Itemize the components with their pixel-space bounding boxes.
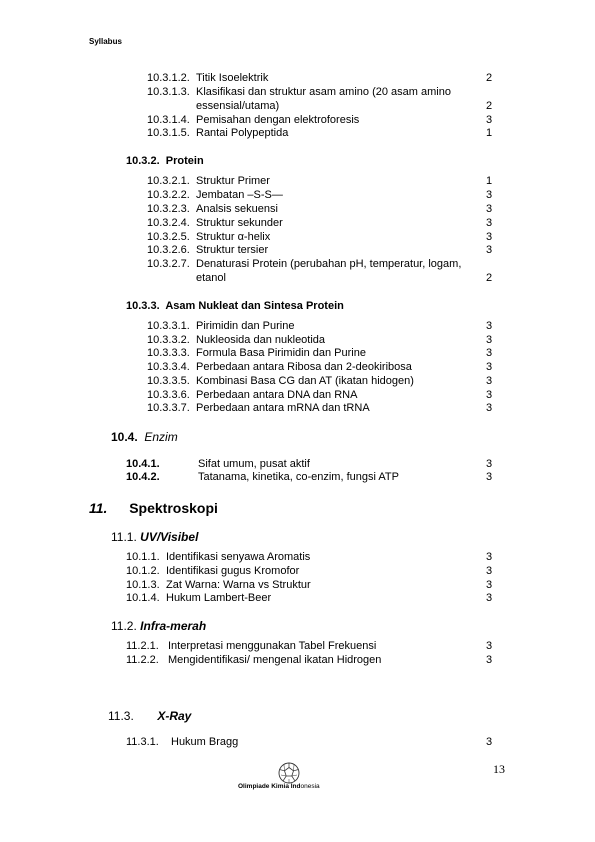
item-number: 10.3.1.3.: [147, 86, 190, 98]
item-text: Kombinasi Basa CG dan AT (ikatan hidogen): [196, 375, 414, 387]
item-number: 11.2.2.: [126, 654, 159, 666]
item-text: Pemisahan dengan elektroforesis: [196, 114, 360, 126]
section-heading-enzim: [111, 430, 178, 444]
heading-number: 10.3.3.: [126, 300, 160, 312]
item-number: 10.3.3.1.: [147, 320, 190, 332]
item-level: 3: [486, 244, 493, 256]
item-level: 2: [486, 72, 493, 84]
item-level: 2: [486, 100, 493, 112]
item-text-continuation: essensial/utama): [196, 100, 280, 112]
item-number: 11.2.1.: [126, 640, 159, 652]
section-heading-protein: [126, 155, 204, 167]
footer-org-rest: onesia: [300, 783, 320, 790]
item-level: 3: [486, 565, 493, 577]
item-level: 2: [486, 272, 493, 284]
item-number: 10.3.1.5.: [147, 127, 190, 139]
item-level: 3: [486, 736, 493, 748]
item-level: 3: [486, 231, 493, 243]
item-number: 10.3.1.4.: [147, 114, 190, 126]
item-level: 3: [486, 217, 493, 229]
item-text: Struktur Primer: [196, 175, 270, 187]
heading-title: Infra-merah: [140, 619, 207, 633]
item-text: Nukleosida dan nukleotida: [196, 334, 326, 346]
item-level: 3: [486, 579, 493, 591]
item-number: 10.3.3.6.: [147, 389, 190, 401]
heading-title: X-Ray: [157, 709, 192, 723]
item-text: Sifat umum, pusat aktif: [198, 458, 310, 470]
item-level: 3: [486, 458, 493, 470]
item-number: 10.4.2.: [126, 471, 160, 483]
item-text: Hukum Lambert-Beer: [166, 592, 272, 604]
item-text: Interpretasi menggunakan Tabel Frekuensi: [168, 640, 377, 652]
item-level: 3: [486, 640, 493, 652]
item-text: Perbedaan antara DNA dan RNA: [196, 389, 358, 401]
item-text: Struktur tersier: [196, 244, 269, 256]
heading-title: UV/Visibel: [140, 530, 199, 544]
item-text: Rantai Polypeptida: [196, 127, 289, 139]
item-number: 10.3.2.4.: [147, 217, 190, 229]
item-level: 3: [486, 347, 493, 359]
item-level: 3: [486, 203, 493, 215]
heading-title: Spektroskopi: [129, 500, 218, 516]
section-heading-uv-visibel: [111, 530, 198, 544]
item-level: 3: [486, 361, 493, 373]
item-level: 3: [486, 320, 493, 332]
item-text: Analsis sekuensi: [196, 203, 278, 215]
item-number: 10.1.2.: [126, 565, 160, 577]
buckyball-logo-icon: [278, 762, 300, 784]
heading-number: 11.2.: [111, 619, 137, 633]
section-heading-asam-nukleat: [126, 300, 344, 312]
heading-number: 11.3.: [108, 709, 134, 723]
item-number: 10.3.3.3.: [147, 347, 190, 359]
item-text-continuation: etanol: [196, 272, 226, 284]
item-number: 10.4.1.: [126, 458, 160, 470]
section-heading-x-ray: [108, 709, 191, 723]
item-text: Formula Basa Pirimidin dan Purine: [196, 347, 366, 359]
item-number: 10.3.3.2.: [147, 334, 190, 346]
item-number: 10.3.2.2.: [147, 189, 190, 201]
item-level: 3: [486, 592, 493, 604]
section-heading-infra-merah: [111, 619, 206, 633]
item-level: 1: [486, 175, 493, 187]
item-text: Jembatan –S-S—: [196, 189, 283, 201]
item-level: 3: [486, 402, 493, 414]
item-text: Struktur sekunder: [196, 217, 283, 229]
item-number: 10.3.3.7.: [147, 402, 190, 414]
item-level: 3: [486, 114, 493, 126]
item-level: 1: [486, 127, 493, 139]
item-text: Identifikasi gugus Kromofor: [166, 565, 300, 577]
item-text: Perbedaan antara Ribosa dan 2-deokiribosa: [196, 361, 412, 373]
item-number: 10.3.1.2.: [147, 72, 190, 84]
item-number: 10.1.3.: [126, 579, 160, 591]
item-number: 10.3.2.7.: [147, 258, 190, 270]
item-text: Tatanama, kinetika, co-enzim, fungsi ATP: [198, 471, 399, 483]
item-level: 3: [486, 551, 493, 563]
page-header: Syllabus: [89, 37, 122, 46]
item-text: Titik Isoelektrik: [196, 72, 269, 84]
item-number: 11.3.1.: [126, 736, 159, 748]
item-number: 10.1.4.: [126, 592, 160, 604]
item-text: Hukum Bragg: [171, 736, 239, 748]
item-level: 3: [486, 389, 493, 401]
item-number: 10.3.3.4.: [147, 361, 190, 373]
item-text: Identifikasi senyawa Aromatis: [166, 551, 311, 563]
item-level: 3: [486, 189, 493, 201]
footer-org-bold: Olimpiade Kimia Ind: [238, 783, 301, 790]
heading-title: Asam Nukleat dan Sintesa Protein: [165, 300, 344, 312]
item-text: Struktur α-helix: [196, 231, 271, 243]
item-number: 10.3.2.5.: [147, 231, 190, 243]
heading-number: 10.4.: [111, 430, 138, 444]
footer-organization: [238, 783, 320, 790]
item-level: 3: [486, 375, 493, 387]
heading-number: 10.3.2.: [126, 155, 160, 167]
item-text: Perbedaan antara mRNA dan tRNA: [196, 402, 370, 414]
item-text: Denaturasi Protein (perubahan pH, temperatur, logam,: [196, 258, 462, 270]
heading-number: 11.: [89, 500, 108, 516]
item-text: Mengidentifikasi/ mengenal ikatan Hidrogen: [168, 654, 382, 666]
item-number: 10.3.2.3.: [147, 203, 190, 215]
chapter-heading-spektroskopi: [89, 500, 218, 516]
item-number: 10.3.2.1.: [147, 175, 190, 187]
item-number: 10.3.3.5.: [147, 375, 190, 387]
item-text: Klasifikasi dan struktur asam amino (20 asam amino: [196, 86, 451, 98]
item-text: Pirimidin dan Purine: [196, 320, 295, 332]
item-number: 10.1.1.: [126, 551, 160, 563]
page-number: 13: [493, 762, 505, 776]
heading-title: Enzim: [144, 430, 178, 444]
item-level: 3: [486, 334, 493, 346]
heading-number: 11.1.: [111, 530, 137, 544]
item-text: Zat Warna: Warna vs Struktur: [166, 579, 311, 591]
item-level: 3: [486, 654, 493, 666]
item-level: 3: [486, 471, 493, 483]
item-number: 10.3.2.6.: [147, 244, 190, 256]
heading-title: Protein: [165, 155, 204, 167]
